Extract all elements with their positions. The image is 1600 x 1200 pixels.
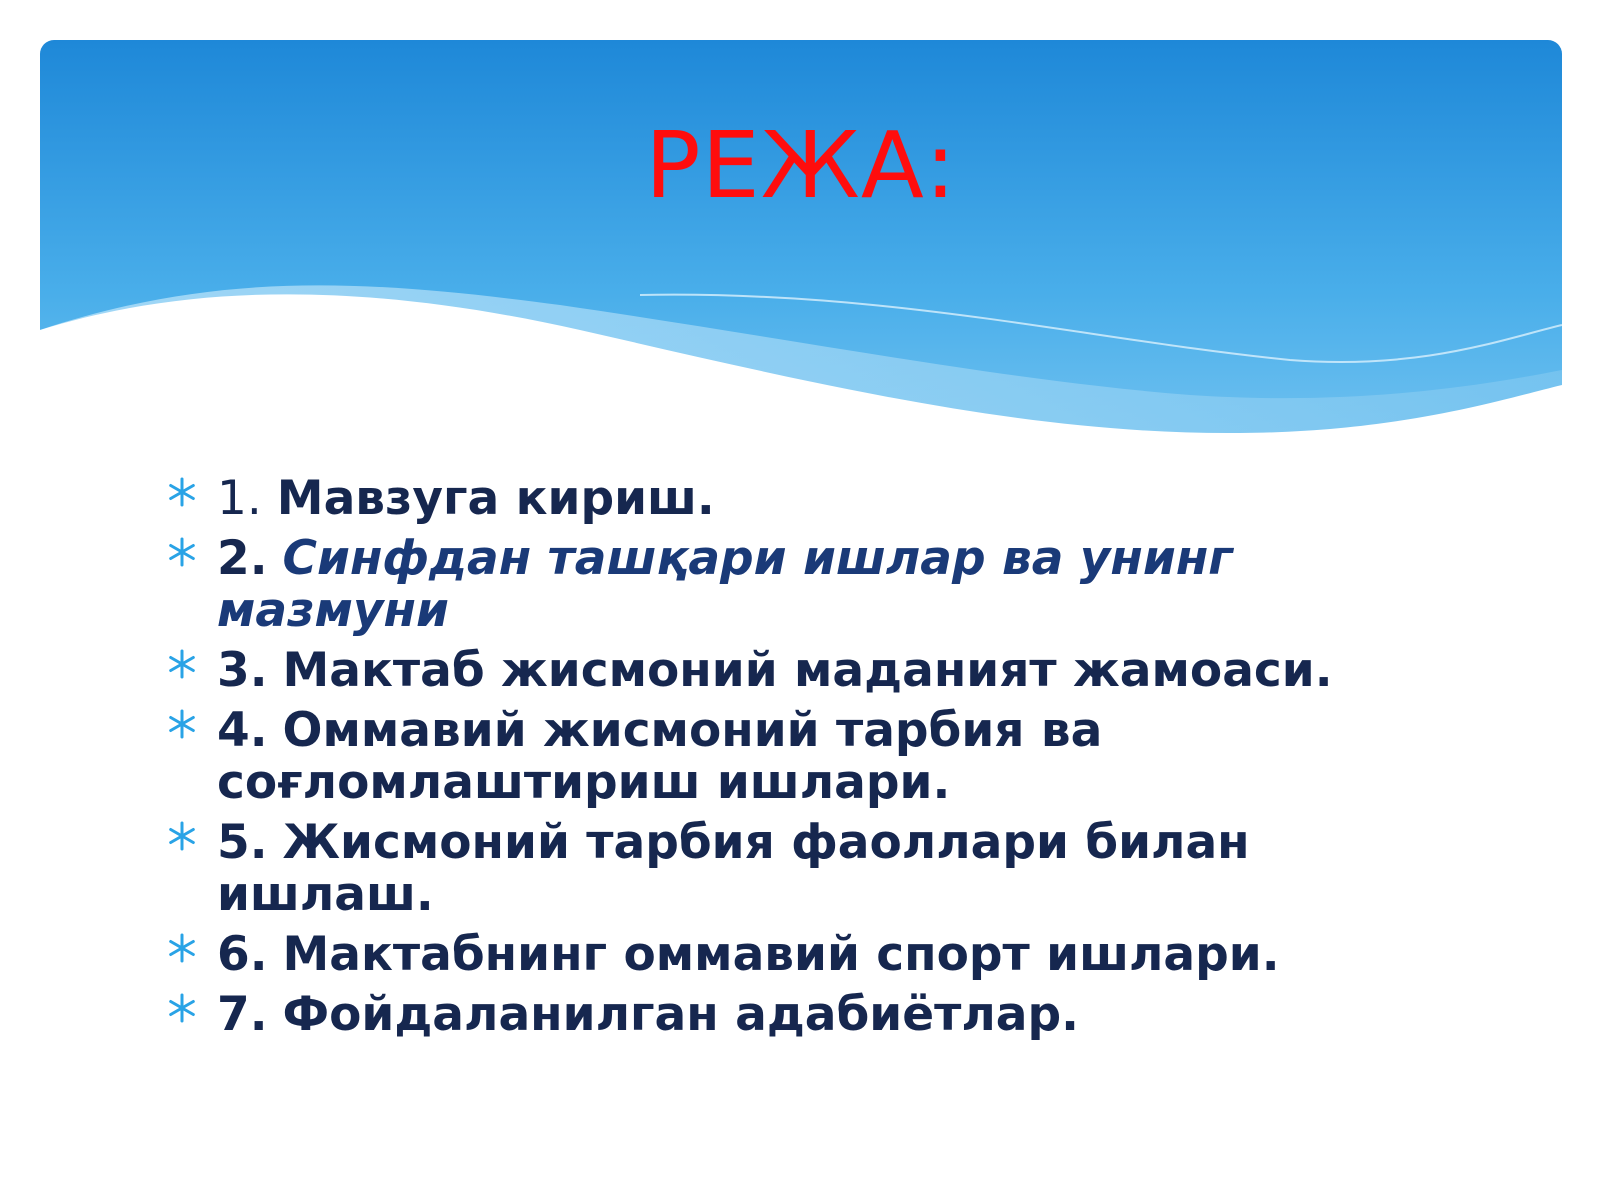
item-text: Мактабнинг оммавий спорт ишлари. bbox=[282, 927, 1280, 982]
asterisk-star-icon bbox=[165, 819, 199, 853]
asterisk-star-icon bbox=[165, 707, 199, 741]
item-number: 3. bbox=[217, 643, 268, 698]
item-text: Оммавий жисмоний тарбия ва соғломлаштириш ишлари. bbox=[217, 703, 1103, 810]
item-number: 6. bbox=[217, 927, 268, 982]
list-item bbox=[165, 645, 1465, 697]
item-number: 1. bbox=[217, 471, 262, 526]
list-item bbox=[165, 929, 1465, 981]
sky-wave-background bbox=[40, 40, 1562, 500]
item-text: Фойдаланилган адабиётлар. bbox=[282, 987, 1079, 1042]
item-number: 2. bbox=[217, 531, 268, 586]
item-text: Жисмоний тарбия фаоллари билан ишлаш. bbox=[217, 815, 1250, 922]
item-text: Синфдан ташқари ишлар ва унинг мазмуни bbox=[217, 531, 1233, 638]
item-number: 4. bbox=[217, 703, 268, 758]
item-number: 7. bbox=[217, 987, 268, 1042]
item-number: 5. bbox=[217, 815, 268, 870]
slide bbox=[40, 40, 1562, 1160]
item-text: Мактаб жисмоний маданият жамоаси. bbox=[282, 643, 1333, 698]
list-item bbox=[165, 473, 1465, 525]
item-text: Мавзуга кириш. bbox=[276, 471, 715, 526]
list-item bbox=[165, 817, 1465, 921]
list-item bbox=[165, 705, 1465, 809]
asterisk-star-icon bbox=[165, 475, 199, 509]
asterisk-star-icon bbox=[165, 647, 199, 681]
slide-title: РЕЖА: bbox=[645, 112, 957, 219]
asterisk-star-icon bbox=[165, 931, 199, 965]
asterisk-star-icon bbox=[165, 991, 199, 1025]
list-item bbox=[165, 989, 1465, 1041]
list-item bbox=[165, 533, 1465, 637]
plan-list bbox=[165, 473, 1465, 1049]
asterisk-star-icon bbox=[165, 535, 199, 569]
